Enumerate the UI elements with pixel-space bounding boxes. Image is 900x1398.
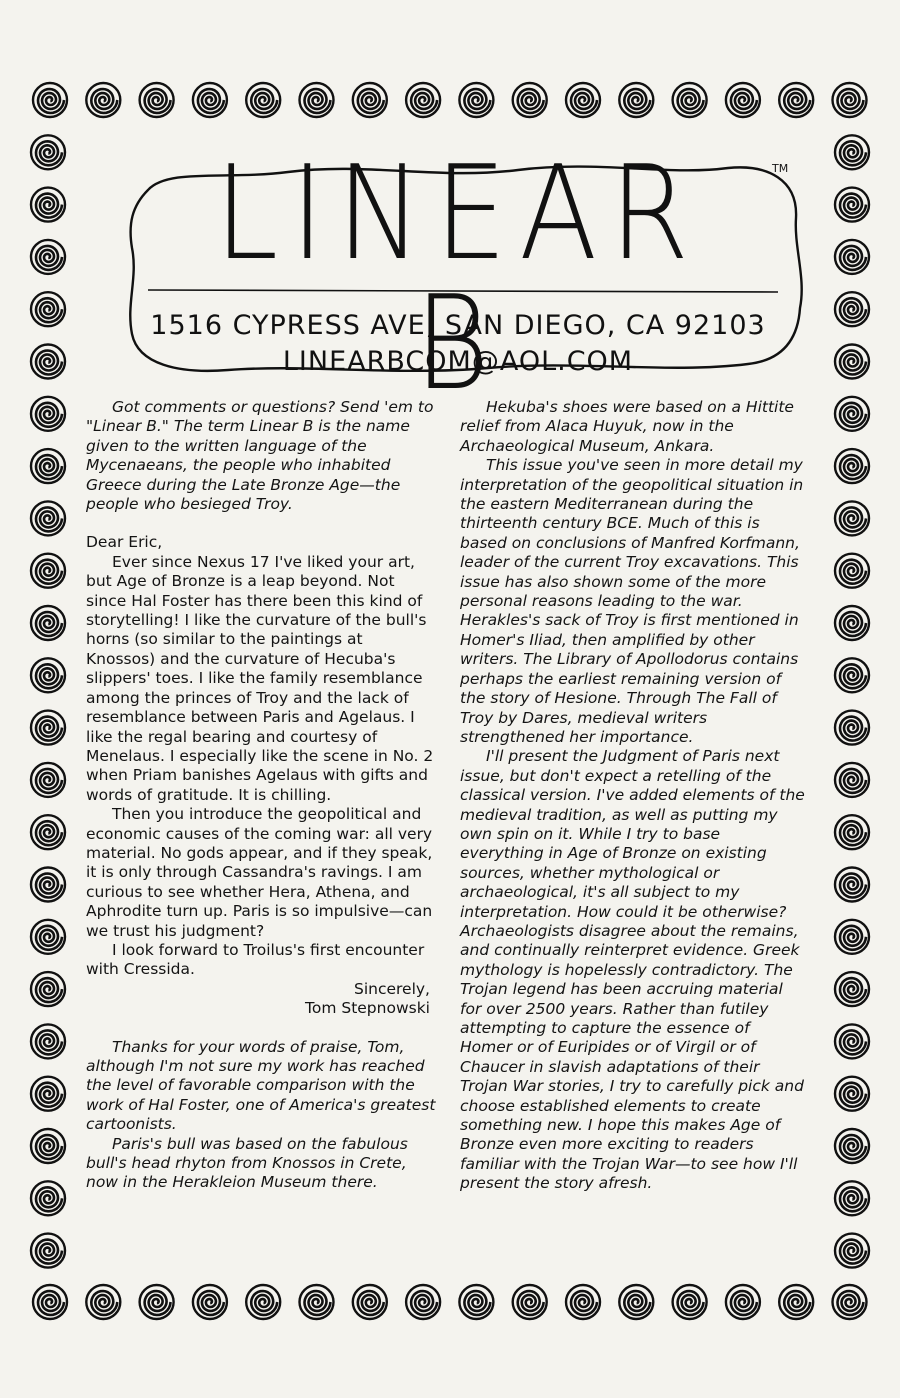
spiral-ornament (835, 240, 869, 274)
spiral-ornament (353, 83, 387, 117)
reply-paragraph: Thanks for your words of praise, Tom, although I'm not sure my work has reached the level of favorable comparison with the work of Hal Foster, one of America's greatest cartoonists. (86, 1037, 436, 1134)
intro-paragraph: Got comments or questions? Send 'em to "Linear B." The term Linear B is the name given to the written language of the Mycenaeans, the people who inhabited Greece during the Late Bronze Age—the people who besieged Troy. (86, 398, 434, 514)
spiral-ornament (835, 1077, 869, 1111)
spiral-ornament (31, 397, 65, 431)
spiral-ornament (835, 972, 869, 1006)
spiral-ornament (300, 83, 334, 117)
spiral-ornament (459, 1285, 493, 1319)
spiral-ornament (835, 1234, 869, 1268)
spiral-ornament (140, 1285, 174, 1319)
letter-closing: Sincerely, (353, 979, 430, 998)
spiral-ornament (31, 658, 65, 692)
spiral-ornament (31, 815, 65, 849)
spiral-ornament (835, 1181, 869, 1215)
reply-paragraph: This issue you've seen in more detail my interpretation of the geopolitical situation in the eastern Mediterranean during the thirteenth century BCE. Much of this is based on conclusions of Manfred Korfmann, leader of the current Troy excavations. This issue has also shown some of the more personal reasons leading to the war. Herakles's sack of Troy is first mentioned in Homer's Iliad, then amplified by other writers. The Library of Apollodorus contains perhaps the earliest remaining version of the story of Hesione. Through The Fall of Troy by Dares, medieval writers strengthened her importance. (460, 456, 804, 746)
letter-paragraph: I look forward to Troilus's first encounter with Cressida. (86, 940, 425, 979)
spiral-ornament (31, 1181, 65, 1215)
spiral-ornament (835, 135, 869, 169)
spiral-ornament (835, 501, 869, 535)
email-address: LINEARBCOM@AOL.COM (282, 346, 634, 377)
spiral-ornament (673, 1285, 707, 1319)
spiral-ornament (31, 1129, 65, 1163)
spiral-ornament (86, 1285, 120, 1319)
spiral-ornament (193, 83, 227, 117)
spiral-ornament (246, 1285, 280, 1319)
title-cartouche (108, 128, 808, 419)
spiral-ornament (31, 763, 65, 797)
letter-paragraph: Ever since Nexus 17 I've liked your art, but Age of Bronze is a leap beyond. Not since Hal Foster has there been this kind of storytelling! I like the curvature of the bull's horns (so similar to the paintings at Knossos) and the curvature of Hecuba's slippers' toes. I like the family resemblance among the princes of Troy and the lack of resemblance between Paris and Agelaus. I like the regal bearing and courtesy of Menelaus. I especially like the scene in No. 2 when Priam banishes Agelaus with gifts and words of gratitude. It is chilling. (86, 552, 434, 804)
spiral-ornament (619, 1285, 653, 1319)
spiral-ornament (31, 188, 65, 222)
spiral-ornament (673, 83, 707, 117)
spiral-ornament (31, 868, 65, 902)
spiral-ornament (835, 292, 869, 326)
spiral-ornament (835, 1024, 869, 1058)
spiral-ornament (835, 606, 869, 640)
spiral-ornament (33, 83, 67, 117)
spiral-ornament (726, 1285, 760, 1319)
spiral-ornament (353, 1285, 387, 1319)
spiral-ornament (31, 972, 65, 1006)
spiral-ornament (833, 83, 867, 117)
trademark-mark: TM (772, 162, 789, 175)
letter-salutation: Dear Eric, (86, 533, 163, 552)
spiral-ornament (406, 83, 440, 117)
spiral-ornament (833, 1285, 867, 1319)
spiral-ornament (246, 83, 280, 117)
spiral-ornament (566, 83, 600, 117)
spiral-ornament (835, 345, 869, 379)
spiral-ornament (31, 606, 65, 640)
spiral-ornament (31, 1024, 65, 1058)
spiral-ornament (835, 815, 869, 849)
spiral-ornament (779, 1285, 813, 1319)
spiral-ornament (835, 188, 869, 222)
spiral-ornament (31, 345, 65, 379)
spiral-ornament (406, 1285, 440, 1319)
spiral-ornament (835, 658, 869, 692)
reply-paragraph: Hekuba's shoes were based on a Hittite relief from Alaca Huyuk, now in the Archaeological Museum, Ankara. (460, 398, 794, 455)
spiral-ornament (33, 1285, 67, 1319)
spiral-ornament (300, 1285, 334, 1319)
spiral-ornament (513, 83, 547, 117)
spiral-ornament (86, 83, 120, 117)
spiral-ornament (31, 920, 65, 954)
letter-paragraph: Then you introduce the geopolitical and economic causes of the coming war: all very material. No gods appear, and if they speak, it is only through Cassandra's ravings. I am curious to see whether Hera, Athena, and Aphrodite turn up. Paris is so impulsive—can we trust his judgment? (86, 805, 433, 940)
right-column (460, 398, 806, 1194)
spiral-ornament (619, 83, 653, 117)
spiral-ornament (835, 920, 869, 954)
spiral-ornament (835, 1129, 869, 1163)
spiral-ornament (31, 1234, 65, 1268)
spiral-ornament (779, 83, 813, 117)
spiral-ornament (31, 501, 65, 535)
spiral-ornament (31, 1077, 65, 1111)
spiral-ornament (566, 1285, 600, 1319)
spiral-ornament (459, 83, 493, 117)
spiral-ornament (835, 397, 869, 431)
spiral-ornament (726, 83, 760, 117)
spiral-ornament (835, 868, 869, 902)
reply-paragraph: I'll present the Judgment of Paris next issue, but don't expect a retelling of the classical version. I've added elements of the medieval tradition, as well as putting my own spin on it. While I try to base everything in Age of Bronze on existing sources, whether mythological or archaeological, it's all subject to my interpretation. How could it be otherwise? Archaeologists disagree about the remains, and continually reinterpret evidence. Greek mythology is hopelessly contradictory. The Trojan legend has been accruing material for over 2500 years. Rather than futiley attempting to capture the essence of Homer or of Euripides or of Virgil or of Chaucer in slavish adaptations of their Trojan War stories, I try to carefully pick and choose established elements to create something new. I hope this makes Age of Bronze even more exciting to readers familiar with the Trojan War—to see how I'll present the story afresh. (460, 747, 805, 1193)
spiral-ornament (31, 554, 65, 588)
reply-paragraph: Paris's bull was based on the fabulous bull's head rhyton from Knossos in Crete, now in the Herakleion Museum there. (86, 1134, 408, 1192)
spiral-ornament (835, 554, 869, 588)
spiral-ornament (31, 449, 65, 483)
spiral-ornament (835, 763, 869, 797)
spiral-ornament (835, 449, 869, 483)
page-title: LINEAR B (214, 137, 702, 419)
spiral-ornament (31, 292, 65, 326)
mailing-address: 1516 CYPRESS AVE, SAN DIEGO, CA 92103 (150, 310, 766, 341)
letter-signature: Tom Stepnowski (305, 999, 430, 1018)
spiral-ornament (513, 1285, 547, 1319)
spiral-ornament (31, 240, 65, 274)
spiral-ornament (31, 135, 65, 169)
spiral-ornament (31, 711, 65, 745)
left-column (86, 398, 436, 1193)
spiral-ornament (835, 711, 869, 745)
spiral-ornament (193, 1285, 227, 1319)
spiral-ornament (140, 83, 174, 117)
